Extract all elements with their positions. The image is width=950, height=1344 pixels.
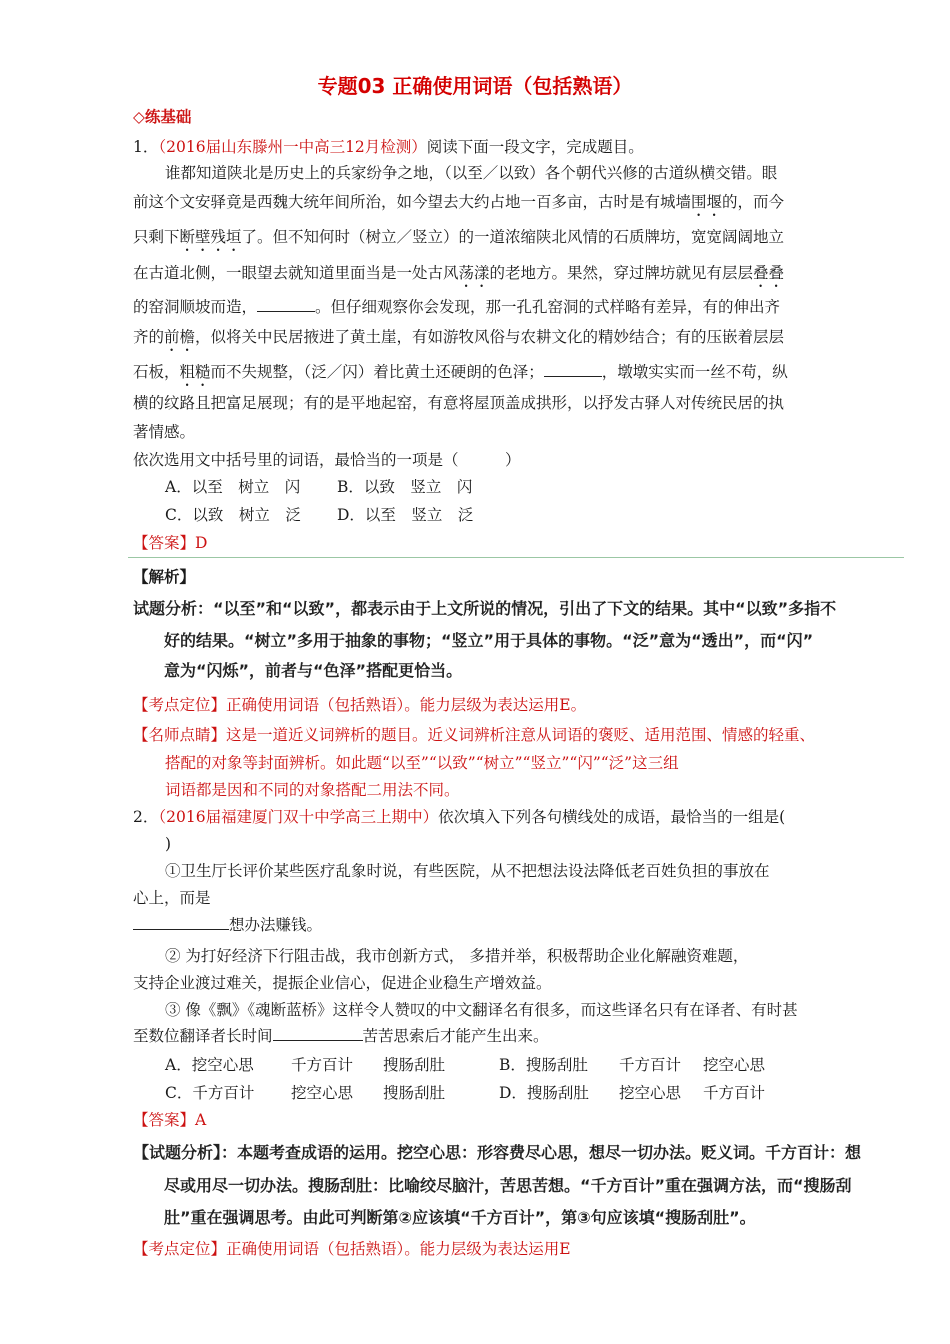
q1-passage-line — [133, 226, 784, 255]
q2-analysis-line — [133, 1142, 861, 1164]
fill-blank — [257, 297, 315, 312]
q2-header — [133, 806, 785, 828]
q2-sentence-line: 支持企业渡过难关，提振企业信心，促进企业稳生产增效益。 — [133, 974, 552, 992]
q1-header — [133, 136, 644, 158]
q1-answer — [133, 532, 207, 554]
answer-value: A — [195, 1111, 207, 1129]
q2-sentence-line — [133, 914, 322, 936]
q2-option-text: 挖空心思 — [619, 1084, 682, 1102]
q1-analysis-line: 意为“闪烁”，前者与“色泽”搭配更恰当。 — [164, 661, 463, 680]
q1-option-d: D．以至 竖立 泛 — [337, 506, 474, 524]
q2-analysis-line: 尽或用尽一切办法。搜肠刮肚：比喻绞尽脑汁，苦思苦想。“千方百计”重在强调方法，而“搜肠刮 — [164, 1176, 852, 1195]
q2-answer — [133, 1109, 206, 1131]
q2-options-row — [165, 1082, 765, 1104]
q1-question: 依次选用文中括号里的词语，最恰当的一项是（ ） — [133, 451, 521, 469]
text-segment: 在古道北侧，一眼望去就知道里面当是一处古风 — [133, 264, 459, 282]
text-segment: 而不失规整，（泛／闪）着比黄土还硬朗的色泽； — [210, 363, 544, 381]
text-segment: 至数位翻译者长时间 — [133, 1027, 273, 1045]
answer-label: 【答案】 — [133, 1111, 196, 1129]
text-segment: ，墩墩实实而一丝不苟，纵 — [601, 363, 788, 381]
q2-option-text: C．千方百计 — [165, 1084, 255, 1102]
text-segment: 的老地方。果然，穿过牌坊就见有层层 — [489, 264, 754, 282]
text-segment: 齐的 — [133, 328, 165, 346]
q2-sentence-line: 心上，而是 — [133, 889, 211, 907]
q1-instruction: 阅读下面一段文字，完成题目。 — [426, 138, 644, 156]
dotted-word: 前檐 — [164, 328, 196, 346]
q1-analysis-line: 好的结果。“树立”多用于抽象的事物；“竖立”用于具体的事物。“泛”意为“透出”，而“闪” — [164, 631, 814, 650]
text-segment: 想办法赚钱。 — [229, 916, 323, 934]
q1-number: 1． — [133, 138, 159, 156]
q2-option-text: 搜肠刮肚 — [383, 1056, 446, 1074]
answer-label: 【答案】 — [133, 534, 196, 552]
q1-passage-line — [133, 296, 780, 318]
page-title: 专题03 正确使用词语（包括熟语） — [317, 74, 633, 98]
q2-option-text: B．搜肠刮肚 — [499, 1056, 588, 1074]
q1-analysis-label: 【解析】 — [133, 568, 196, 586]
q1-mingshi-line: 搭配的对象等封面辨析。如此题“以至”“以致”“树立”“竖立”“闪”“泛”这三组 — [165, 754, 679, 772]
text-segment: ：本题考查成语的运用。挖空心思：形容费尽心思，想尽一切办法。贬义词。千方百计：想 — [221, 1143, 862, 1162]
answer-value: D — [195, 534, 208, 552]
fill-blank — [544, 362, 602, 377]
q2-sentence-line: ③ 像《飘》《魂断蓝桥》这样令人赞叹的中文翻译名有很多，而这些译名只有在译者、有时甚 — [165, 1001, 798, 1019]
q2-options-row — [165, 1054, 765, 1076]
dotted-word: 荡漾 — [458, 264, 490, 282]
text-segment: ，似将关中民居掖进了黄土崖，有如游牧风俗与农耕文化的精妙结合；有的压嵌着层层 — [195, 328, 785, 346]
dotted-word: 叠叠 — [753, 264, 785, 282]
q2-number: 2． — [133, 808, 159, 826]
text-segment: 前这个文安驿竟是西魏大统年间所治，如今望去大约占地一百多亩，古时是有城墙 — [133, 193, 692, 211]
q1-passage-line — [133, 326, 784, 355]
text-segment: 苦苦思索后才能产生出来。 — [362, 1027, 549, 1045]
q1-kaodian: 【考点定位】正确使用词语（包括熟语）。能力层级为表达运用E。 — [133, 696, 587, 714]
q2-option-text: 挖空心思 — [291, 1084, 354, 1102]
text-segment: 只剩下 — [133, 228, 180, 246]
q2-option-text: 千方百计 — [703, 1084, 766, 1102]
q1-analysis-line: 试题分析：“以至”和“以致”，都表示由于上文所说的情况，引出了下文的结果。其中“以致”多指不 — [133, 599, 837, 618]
fill-blank — [133, 915, 229, 930]
q1-passage-line — [133, 361, 788, 390]
text-segment: 石板， — [133, 363, 180, 381]
q1-option-a: A．以至 树立 闪 — [165, 478, 301, 496]
q2-option-text: 搜肠刮肚 — [383, 1084, 446, 1102]
q1-options-row — [165, 476, 472, 498]
q1-passage-line: 著情感。 — [133, 423, 196, 441]
q2-kaodian: 【考点定位】正确使用词语（包括熟语）。能力层级为表达运用E — [133, 1240, 571, 1258]
text-segment: 的，而今 — [722, 193, 785, 211]
q1-mingshi-line: 词语都是因和不同的对象搭配二用法不同。 — [165, 781, 460, 799]
q2-sentence-line: ② 为打好经济下行阻击战，我市创新方式， 多措并举，积极帮助企业化解融资难题， — [165, 947, 749, 965]
section-heading: ◇练基础 — [133, 108, 192, 126]
text-segment: 。但仔细观察你会发现，那一孔孔窑洞的式样略有差异，有的伸出齐 — [315, 298, 781, 316]
text-segment: 了。但不知何时（树立／竖立）的一道浓缩陕北风情的石质牌坊，宽宽阔阔地立 — [241, 228, 785, 246]
divider-line — [128, 557, 904, 558]
q2-option-text: A．挖空心思 — [165, 1056, 254, 1074]
q2-option-text: 千方百计 — [619, 1056, 682, 1074]
q1-mingshi-line: 【名师点睛】这是一道近义词辨析的题目。近义词辨析注意从词语的褒贬、适用范围、情感的轻重、 — [133, 726, 816, 744]
text-segment: 的窑洞顺坡而造， — [133, 298, 258, 316]
q1-passage-line — [133, 191, 784, 220]
q1-passage-line: 谁都知道陕北是历史上的兵家纷争之地，（以至／以致）各个朝代兴修的古道纵横交错。眼 — [165, 164, 778, 182]
q2-option-text: 挖空心思 — [703, 1056, 766, 1074]
q2-analysis-line: 肚”重在强调思考。由此可判断第②应该填“千方百计”，第③句应该填“搜肠刮肚”。 — [164, 1208, 756, 1227]
q2-sentence-line: ①卫生厅长评价某些医疗乱象时说，有些医院，从不把想法设法降低老百姓负担的事放在 — [165, 862, 770, 880]
q2-option-text: D．搜肠刮肚 — [499, 1084, 589, 1102]
q2-source: （2016届福建厦门双十中学高三上期中） — [158, 808, 439, 826]
q2-instruction: 依次填入下列各句横线处的成语，最恰当的一组是( — [438, 808, 786, 826]
q1-source: （2016届山东滕州一中高三12月检测） — [158, 138, 427, 156]
analysis-label: 【试题分析】 — [133, 1143, 222, 1162]
q2-option-text: 千方百计 — [291, 1056, 354, 1074]
q2-sentence-line — [133, 1025, 549, 1047]
q1-passage-line — [133, 262, 784, 291]
dotted-word: 断壁残垣 — [179, 228, 242, 246]
fill-blank — [273, 1026, 363, 1041]
q1-options-row — [165, 504, 473, 526]
q1-option-c: C．以致 树立 泛 — [165, 506, 301, 524]
q1-option-b: B．以致 竖立 闪 — [337, 478, 473, 496]
dotted-word: 围堰 — [691, 193, 723, 211]
q1-passage-line: 横的纹路且把富足展现；有的是平地起窑，有意将屋顶盖成拱形，以抒发古驿人对传统民居的执 — [133, 394, 785, 412]
dotted-word: 粗糙 — [179, 363, 211, 381]
q2-paren-close: ) — [165, 835, 172, 853]
